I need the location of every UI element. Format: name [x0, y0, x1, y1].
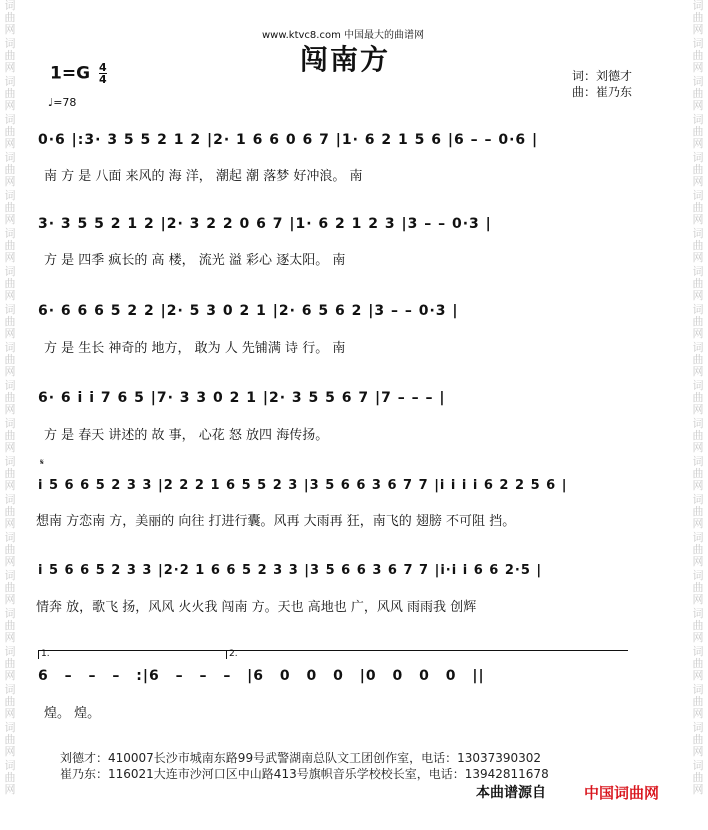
contact-lyricist: 刘德才：410007长沙市城南东路99号武警湖南总队文工团创作室，电话：13037390302 — [60, 751, 542, 765]
time-bottom: 4 — [98, 73, 107, 86]
lyric-row-6: 情奔 放，歌飞 扬，风风 火火我 闯南 方。天也 高地也 广，风风 雨雨我 创辉 — [36, 600, 477, 615]
notation-row-4: 6· 6 i i 7 6 5 |7· 3 3 0 2 1 |2· 3 5 5 6 7 |7 – – – | — [38, 390, 446, 406]
volta-first — [38, 650, 199, 659]
notation-row-3: 6· 6 6 6 5 2 2 |2· 5 3 0 2 1 |2· 6 5 6 2 |3 – – 0·3 | — [38, 303, 459, 319]
key-label: 1=G — [50, 63, 91, 84]
volta-second — [226, 650, 627, 659]
contact-composer: 崔乃东：116021大连市沙河口区中山路413号旗帜音乐学校校长室，电话：13942811678 — [60, 767, 549, 781]
segno-sign: 𝄋 — [40, 458, 44, 468]
tempo-marking: ♩=78 — [48, 96, 77, 109]
brand-logo[interactable]: 中国词曲网 — [584, 784, 660, 802]
key-signature — [50, 62, 107, 85]
notation-row-5: i 5 6 6 5 2 3 3 |2 2 2 1 6 5 5 2 3 |3 5 6 6 3 6 7 7 |i i i i 6 2 2 5 6 | — [38, 478, 568, 493]
notation-row-2: 3· 3 5 5 2 1 2 |2· 3 2 2 0 6 7 |1· 6 2 1 2 3 |3 – – 0·3 | — [38, 216, 492, 232]
song-title: 闯南方 — [300, 43, 391, 76]
notation-row-6: i 5 6 6 5 2 3 3 |2·2 1 6 6 5 2 3 3 |3 5 6 6 3 6 7 7 |i·i i 6 6 2·5 | — [38, 563, 543, 578]
lyric-row-3: 方 是 生长 神奇的 地方， 敢为 人 先铺满 诗 行。 南 — [44, 341, 346, 356]
lyric-row-2: 方 是 四季 疯长的 高 楼， 流光 溢 彩心 逐太阳。 南 — [44, 253, 346, 268]
lyric-row-4: 方 是 春天 讲述的 故 事， 心花 怒 放四 海传扬。 — [44, 428, 329, 443]
site-banner: www.ktvc8.com 中国最大的曲谱网 — [262, 30, 425, 41]
credits — [572, 68, 632, 100]
lyric-row-1: 南 方 是 八面 来风的 海 洋， 潮起 潮 落梦 好冲浪。 南 — [44, 169, 363, 184]
volta-second-label: 2. — [229, 649, 238, 659]
notation-row-7: 6 – – – :|6 – – – |6 0 0 0 |0 0 0 0 || — [38, 668, 485, 684]
watermark-left: 词曲网 词曲网 词曲网 词曲网 词曲网 词曲网 词曲网 词曲网 词曲网 词曲网 词曲网 词曲网 词曲网 词曲网 词曲网 词曲网 词曲网 词曲网 词曲网 词曲网 词曲网 — [4, 0, 16, 796]
watermark-right: 词曲网 词曲网 词曲网 词曲网 词曲网 词曲网 词曲网 词曲网 词曲网 词曲网 词曲网 词曲网 词曲网 词曲网 词曲网 词曲网 词曲网 词曲网 词曲网 词曲网 词曲网 — [692, 0, 704, 796]
notation-row-1: 0·6 |:3· 3 5 5 2 1 2 |2· 1 6 6 0 6 7 |1· 6 2 1 5 6 |6 – – 0·6 | — [38, 132, 539, 148]
footer-contacts — [60, 750, 549, 782]
source-label: 本曲谱源自 — [476, 785, 546, 801]
time-top: 4 — [98, 61, 107, 74]
time-signature — [99, 62, 107, 85]
lyricist: 词：刘德才 — [572, 69, 633, 83]
lyric-row-7: 煌。 煌。 — [44, 706, 101, 721]
composer: 曲：崔乃东 — [572, 85, 633, 99]
volta-first-label: 1. — [41, 649, 50, 659]
lyric-row-5: 想南 方恋南 方，美丽的 向往 打进行囊。风再 大雨再 狂，南飞的 翅膀 不可阻 挡。 — [36, 514, 516, 529]
